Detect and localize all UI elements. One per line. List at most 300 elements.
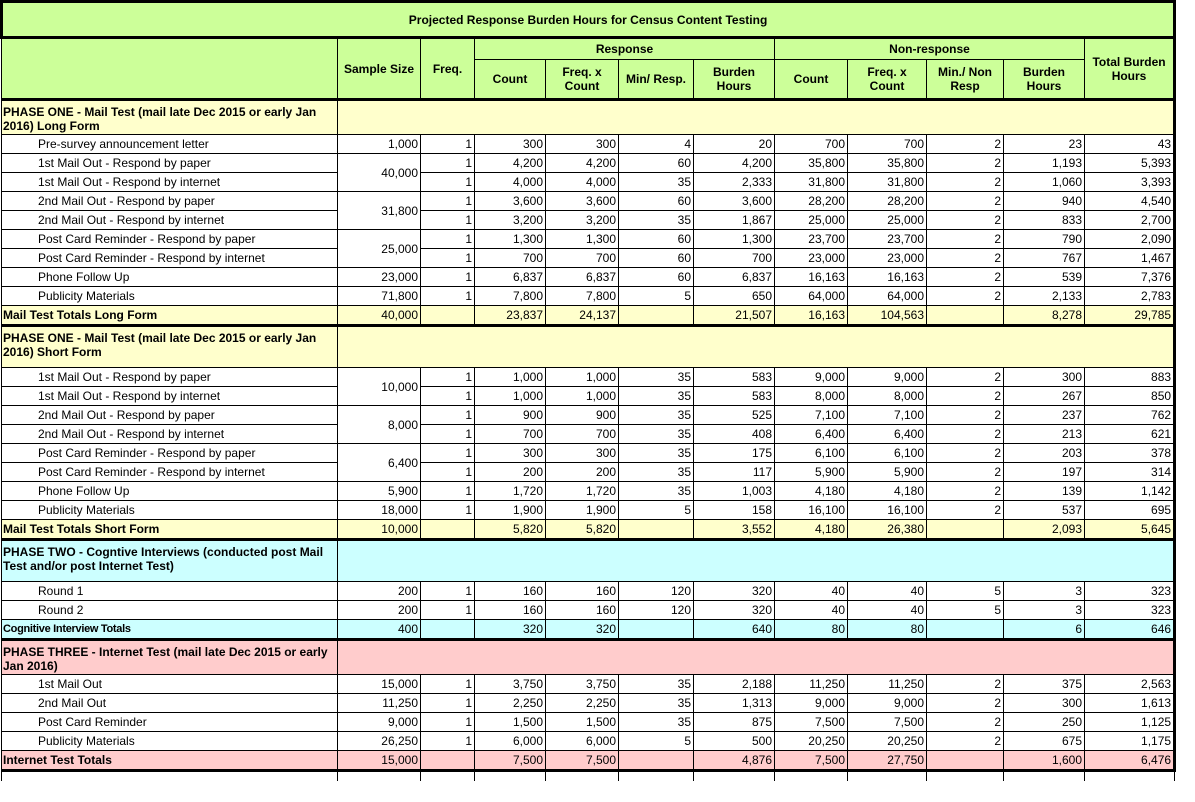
row-label: 1st Mail Out - Respond by internet	[2, 387, 338, 406]
nonresponse-count: 6,100	[775, 444, 848, 463]
total-response-min	[619, 620, 694, 640]
total-total-burden: 5,645	[1085, 520, 1175, 540]
nonresponse-burden: 300	[1004, 694, 1085, 713]
total-nonresponse-min	[927, 306, 1004, 326]
nonresponse-count: 40	[775, 601, 848, 620]
section-title: PHASE ONE - Mail Test (mail late Dec 2015 or early Jan 2016) Short Form	[2, 326, 338, 368]
nonresponse-min: 2	[927, 192, 1004, 211]
blank-cell	[848, 771, 927, 782]
response-count: 700	[475, 425, 546, 444]
total-response-freq-count: 7,500	[546, 751, 619, 771]
section-header-fill	[338, 326, 1175, 368]
sample-size: 18,000	[338, 501, 421, 520]
total-nonresponse-min	[927, 751, 1004, 771]
freq: 1	[421, 675, 475, 694]
response-count: 6,837	[475, 268, 546, 287]
sample-size: 25,000	[338, 230, 421, 268]
nonresponse-freq-count: 7,500	[848, 713, 927, 732]
total-burden: 5,393	[1085, 154, 1175, 173]
total-burden: 621	[1085, 425, 1175, 444]
header-nonresponse-min: Min./ Non Resp	[927, 60, 1004, 100]
table-row	[2, 406, 1175, 425]
response-min: 35	[619, 425, 694, 444]
nonresponse-count: 5,900	[775, 463, 848, 482]
table-row	[2, 501, 1175, 520]
header-blank	[2, 38, 338, 100]
header-nonresponse-burden: Burden Hours	[1004, 60, 1085, 100]
table-row	[2, 444, 1175, 463]
total-burden: 1,125	[1085, 713, 1175, 732]
total-response-count: 23,837	[475, 306, 546, 326]
nonresponse-burden: 203	[1004, 444, 1085, 463]
response-freq-count: 1,720	[546, 482, 619, 501]
nonresponse-burden: 537	[1004, 501, 1085, 520]
response-min: 60	[619, 230, 694, 249]
freq: 1	[421, 387, 475, 406]
header-response-freq-count: Freq. x Count	[546, 60, 619, 100]
response-min: 60	[619, 249, 694, 268]
total-response-freq-count: 5,820	[546, 520, 619, 540]
totals-label: Cognitive Interview Totals	[2, 620, 338, 640]
response-count: 1,900	[475, 501, 546, 520]
freq: 1	[421, 732, 475, 751]
total-freq	[421, 520, 475, 540]
header-response-count: Count	[475, 60, 546, 100]
response-freq-count: 700	[546, 249, 619, 268]
table-row	[2, 482, 1175, 501]
freq: 1	[421, 173, 475, 192]
response-freq-count: 200	[546, 463, 619, 482]
nonresponse-min: 2	[927, 444, 1004, 463]
row-label: 1st Mail Out - Respond by paper	[2, 368, 338, 387]
table-row	[2, 211, 1175, 230]
response-count: 160	[475, 582, 546, 601]
total-nonresponse-freq-count: 27,750	[848, 751, 927, 771]
total-nonresponse-freq-count: 104,563	[848, 306, 927, 326]
total-burden: 883	[1085, 368, 1175, 387]
response-min: 35	[619, 444, 694, 463]
freq: 1	[421, 368, 475, 387]
response-burden: 583	[694, 368, 775, 387]
sample-size: 10,000	[338, 520, 421, 540]
total-nonresponse-count: 16,163	[775, 306, 848, 326]
nonresponse-count: 4,180	[775, 482, 848, 501]
total-burden: 323	[1085, 582, 1175, 601]
row-label: Publicity Materials	[2, 732, 338, 751]
blank-cell	[619, 771, 694, 782]
nonresponse-freq-count: 25,000	[848, 211, 927, 230]
totals-row	[2, 620, 1175, 640]
row-label: 2nd Mail Out - Respond by internet	[2, 425, 338, 444]
total-burden: 2,090	[1085, 230, 1175, 249]
header-sample-size: Sample Size	[338, 38, 421, 100]
response-min: 4	[619, 135, 694, 154]
blank-cell	[1004, 771, 1085, 782]
total-burden: 2,700	[1085, 211, 1175, 230]
nonresponse-count: 8,000	[775, 387, 848, 406]
total-response-freq-count: 24,137	[546, 306, 619, 326]
nonresponse-min: 2	[927, 368, 1004, 387]
response-count: 6,000	[475, 732, 546, 751]
nonresponse-min: 2	[927, 211, 1004, 230]
nonresponse-min: 2	[927, 732, 1004, 751]
table-row	[2, 230, 1175, 249]
total-response-burden: 640	[694, 620, 775, 640]
nonresponse-freq-count: 9,000	[848, 368, 927, 387]
section-header-fill	[338, 640, 1175, 675]
blank-cell	[775, 771, 848, 782]
nonresponse-count: 6,400	[775, 425, 848, 444]
response-freq-count: 3,600	[546, 192, 619, 211]
section-header	[2, 326, 1175, 368]
total-response-burden: 3,552	[694, 520, 775, 540]
nonresponse-min: 2	[927, 501, 1004, 520]
response-burden: 583	[694, 387, 775, 406]
nonresponse-min: 2	[927, 249, 1004, 268]
nonresponse-min: 2	[927, 387, 1004, 406]
freq: 1	[421, 425, 475, 444]
response-burden: 408	[694, 425, 775, 444]
response-freq-count: 2,250	[546, 694, 619, 713]
response-count: 1,300	[475, 230, 546, 249]
total-burden: 1,175	[1085, 732, 1175, 751]
nonresponse-min: 2	[927, 135, 1004, 154]
response-freq-count: 3,200	[546, 211, 619, 230]
nonresponse-freq-count: 6,100	[848, 444, 927, 463]
row-label: Post Card Reminder - Respond by internet	[2, 249, 338, 268]
response-min: 5	[619, 501, 694, 520]
sample-size: 10,000	[338, 368, 421, 406]
sample-size: 40,000	[338, 306, 421, 326]
row-label: Post Card Reminder - Respond by paper	[2, 444, 338, 463]
table-row	[2, 425, 1175, 444]
header-response: Response	[475, 38, 775, 60]
nonresponse-freq-count: 28,200	[848, 192, 927, 211]
nonresponse-burden: 675	[1004, 732, 1085, 751]
total-response-min	[619, 520, 694, 540]
nonresponse-burden: 139	[1004, 482, 1085, 501]
response-count: 3,750	[475, 675, 546, 694]
total-freq	[421, 751, 475, 771]
totals-row	[2, 306, 1175, 326]
total-burden: 3,393	[1085, 173, 1175, 192]
table-row	[2, 268, 1175, 287]
nonresponse-min: 2	[927, 675, 1004, 694]
blank-cell	[421, 771, 475, 782]
sample-size: 1,000	[338, 135, 421, 154]
response-freq-count: 1,000	[546, 387, 619, 406]
section-header	[2, 640, 1175, 675]
section-header	[2, 540, 1175, 582]
nonresponse-freq-count: 9,000	[848, 694, 927, 713]
total-burden: 762	[1085, 406, 1175, 425]
totals-label: Internet Test Totals	[2, 751, 338, 771]
response-min: 35	[619, 387, 694, 406]
response-min: 5	[619, 287, 694, 306]
response-min: 35	[619, 368, 694, 387]
row-label: Round 1	[2, 582, 338, 601]
table-row	[2, 287, 1175, 306]
total-response-burden: 21,507	[694, 306, 775, 326]
total-freq	[421, 620, 475, 640]
sample-size: 23,000	[338, 268, 421, 287]
totals-row	[2, 751, 1175, 771]
table-row	[2, 135, 1175, 154]
response-freq-count: 700	[546, 425, 619, 444]
response-freq-count: 300	[546, 135, 619, 154]
nonresponse-min: 5	[927, 601, 1004, 620]
response-count: 300	[475, 444, 546, 463]
nonresponse-burden: 250	[1004, 713, 1085, 732]
total-nonresponse-count: 7,500	[775, 751, 848, 771]
response-freq-count: 160	[546, 582, 619, 601]
response-count: 300	[475, 135, 546, 154]
response-burden: 2,188	[694, 675, 775, 694]
total-nonresponse-min	[927, 520, 1004, 540]
total-nonresponse-burden: 2,093	[1004, 520, 1085, 540]
blank-cell	[475, 771, 546, 782]
nonresponse-min: 2	[927, 482, 1004, 501]
nonresponse-burden: 3	[1004, 582, 1085, 601]
response-burden: 3,600	[694, 192, 775, 211]
total-burden: 2,783	[1085, 287, 1175, 306]
nonresponse-count: 9,000	[775, 694, 848, 713]
response-freq-count: 1,900	[546, 501, 619, 520]
response-burden: 6,837	[694, 268, 775, 287]
response-count: 7,800	[475, 287, 546, 306]
freq: 1	[421, 444, 475, 463]
nonresponse-freq-count: 40	[848, 601, 927, 620]
total-burden: 1,467	[1085, 249, 1175, 268]
response-min: 35	[619, 463, 694, 482]
section-header-fill	[338, 100, 1175, 135]
nonresponse-freq-count: 40	[848, 582, 927, 601]
response-min: 60	[619, 268, 694, 287]
blank-cell	[1085, 771, 1175, 782]
total-response-min	[619, 306, 694, 326]
freq: 1	[421, 501, 475, 520]
table-row	[2, 173, 1175, 192]
total-nonresponse-burden: 8,278	[1004, 306, 1085, 326]
response-burden: 650	[694, 287, 775, 306]
nonresponse-freq-count: 23,700	[848, 230, 927, 249]
nonresponse-count: 31,800	[775, 173, 848, 192]
sample-size: 5,900	[338, 482, 421, 501]
response-freq-count: 4,000	[546, 173, 619, 192]
total-burden: 1,142	[1085, 482, 1175, 501]
nonresponse-burden: 213	[1004, 425, 1085, 444]
response-min: 35	[619, 482, 694, 501]
response-freq-count: 1,500	[546, 713, 619, 732]
row-label: Post Card Reminder - Respond by paper	[2, 230, 338, 249]
nonresponse-count: 16,100	[775, 501, 848, 520]
response-min: 120	[619, 582, 694, 601]
nonresponse-burden: 790	[1004, 230, 1085, 249]
table-row	[2, 675, 1175, 694]
response-freq-count: 4,200	[546, 154, 619, 173]
table-title: Projected Response Burden Hours for Census Content Testing	[2, 2, 1175, 38]
nonresponse-min: 2	[927, 154, 1004, 173]
nonresponse-freq-count: 20,250	[848, 732, 927, 751]
row-label: 1st Mail Out - Respond by internet	[2, 173, 338, 192]
nonresponse-freq-count: 23,000	[848, 249, 927, 268]
response-min: 35	[619, 675, 694, 694]
response-burden: 500	[694, 732, 775, 751]
nonresponse-min: 2	[927, 287, 1004, 306]
nonresponse-burden: 1,060	[1004, 173, 1085, 192]
nonresponse-count: 700	[775, 135, 848, 154]
header-response-burden: Burden Hours	[694, 60, 775, 100]
response-count: 160	[475, 601, 546, 620]
response-min: 120	[619, 601, 694, 620]
response-min: 60	[619, 154, 694, 173]
nonresponse-freq-count: 16,163	[848, 268, 927, 287]
nonresponse-min: 2	[927, 230, 1004, 249]
nonresponse-min: 2	[927, 425, 1004, 444]
row-label: Publicity Materials	[2, 501, 338, 520]
nonresponse-count: 7,100	[775, 406, 848, 425]
response-count: 1,000	[475, 368, 546, 387]
response-count: 4,200	[475, 154, 546, 173]
section-header-fill	[338, 540, 1175, 582]
nonresponse-freq-count: 5,900	[848, 463, 927, 482]
nonresponse-freq-count: 7,100	[848, 406, 927, 425]
nonresponse-burden: 2,133	[1004, 287, 1085, 306]
nonresponse-min: 2	[927, 463, 1004, 482]
nonresponse-count: 7,500	[775, 713, 848, 732]
totals-row	[2, 520, 1175, 540]
sample-size: 26,250	[338, 732, 421, 751]
sample-size: 6,400	[338, 444, 421, 482]
total-nonresponse-count: 80	[775, 620, 848, 640]
sample-size: 9,000	[338, 713, 421, 732]
total-burden: 2,563	[1085, 675, 1175, 694]
freq: 1	[421, 406, 475, 425]
response-min: 35	[619, 173, 694, 192]
nonresponse-min: 2	[927, 173, 1004, 192]
row-label: Phone Follow Up	[2, 268, 338, 287]
nonresponse-freq-count: 8,000	[848, 387, 927, 406]
nonresponse-min: 2	[927, 694, 1004, 713]
nonresponse-count: 9,000	[775, 368, 848, 387]
total-nonresponse-count: 4,180	[775, 520, 848, 540]
row-label: Post Card Reminder	[2, 713, 338, 732]
freq: 1	[421, 582, 475, 601]
response-burden: 700	[694, 249, 775, 268]
header-nonresponse-count: Count	[775, 60, 848, 100]
response-burden: 158	[694, 501, 775, 520]
nonresponse-burden: 300	[1004, 368, 1085, 387]
sample-size: 200	[338, 582, 421, 601]
nonresponse-burden: 1,193	[1004, 154, 1085, 173]
freq: 1	[421, 463, 475, 482]
nonresponse-burden: 267	[1004, 387, 1085, 406]
blank-cell	[694, 771, 775, 782]
total-response-count: 320	[475, 620, 546, 640]
response-burden: 320	[694, 601, 775, 620]
blank-cell	[2, 771, 338, 782]
table-row	[2, 463, 1175, 482]
table-row	[2, 601, 1175, 620]
nonresponse-burden: 539	[1004, 268, 1085, 287]
response-min: 5	[619, 732, 694, 751]
table-row	[2, 582, 1175, 601]
response-count: 1,500	[475, 713, 546, 732]
nonresponse-freq-count: 35,800	[848, 154, 927, 173]
row-label: Pre-survey announcement letter	[2, 135, 338, 154]
freq: 1	[421, 694, 475, 713]
header-total-burden: Total Burden Hours	[1085, 38, 1175, 100]
nonresponse-count: 23,700	[775, 230, 848, 249]
row-label: 2nd Mail Out - Respond by paper	[2, 406, 338, 425]
freq: 1	[421, 482, 475, 501]
nonresponse-count: 40	[775, 582, 848, 601]
nonresponse-freq-count: 16,100	[848, 501, 927, 520]
nonresponse-count: 25,000	[775, 211, 848, 230]
response-freq-count: 300	[546, 444, 619, 463]
nonresponse-count: 16,163	[775, 268, 848, 287]
sample-size: 15,000	[338, 751, 421, 771]
total-burden: 695	[1085, 501, 1175, 520]
response-burden: 1,313	[694, 694, 775, 713]
header-nonresponse-freq-count: Freq. x Count	[848, 60, 927, 100]
response-count: 1,000	[475, 387, 546, 406]
response-burden: 117	[694, 463, 775, 482]
freq: 1	[421, 192, 475, 211]
total-burden: 43	[1085, 135, 1175, 154]
total-nonresponse-burden: 6	[1004, 620, 1085, 640]
total-burden: 7,376	[1085, 268, 1175, 287]
nonresponse-burden: 237	[1004, 406, 1085, 425]
total-total-burden: 29,785	[1085, 306, 1175, 326]
sample-size: 400	[338, 620, 421, 640]
nonresponse-freq-count: 11,250	[848, 675, 927, 694]
nonresponse-count: 28,200	[775, 192, 848, 211]
row-label: Round 2	[2, 601, 338, 620]
response-min: 35	[619, 694, 694, 713]
total-burden: 323	[1085, 601, 1175, 620]
row-label: Phone Follow Up	[2, 482, 338, 501]
header-row-1	[2, 38, 1175, 60]
response-burden: 4,200	[694, 154, 775, 173]
table-row	[2, 387, 1175, 406]
freq: 1	[421, 713, 475, 732]
nonresponse-freq-count: 31,800	[848, 173, 927, 192]
nonresponse-burden: 833	[1004, 211, 1085, 230]
nonresponse-min: 2	[927, 406, 1004, 425]
total-freq	[421, 306, 475, 326]
table-row	[2, 368, 1175, 387]
freq: 1	[421, 135, 475, 154]
section-title: PHASE THREE - Internet Test (mail late Dec 2015 or early Jan 2016)	[2, 640, 338, 675]
sample-size: 8,000	[338, 406, 421, 444]
response-freq-count: 6,837	[546, 268, 619, 287]
row-label: 1st Mail Out - Respond by paper	[2, 154, 338, 173]
response-burden: 1,300	[694, 230, 775, 249]
sample-size: 15,000	[338, 675, 421, 694]
nonresponse-freq-count: 64,000	[848, 287, 927, 306]
total-response-count: 7,500	[475, 751, 546, 771]
row-label: 2nd Mail Out - Respond by paper	[2, 192, 338, 211]
response-count: 3,600	[475, 192, 546, 211]
freq: 1	[421, 154, 475, 173]
nonresponse-min: 2	[927, 268, 1004, 287]
nonresponse-burden: 3	[1004, 601, 1085, 620]
response-freq-count: 1,000	[546, 368, 619, 387]
blank-row	[2, 771, 1175, 782]
response-count: 4,000	[475, 173, 546, 192]
total-nonresponse-freq-count: 80	[848, 620, 927, 640]
